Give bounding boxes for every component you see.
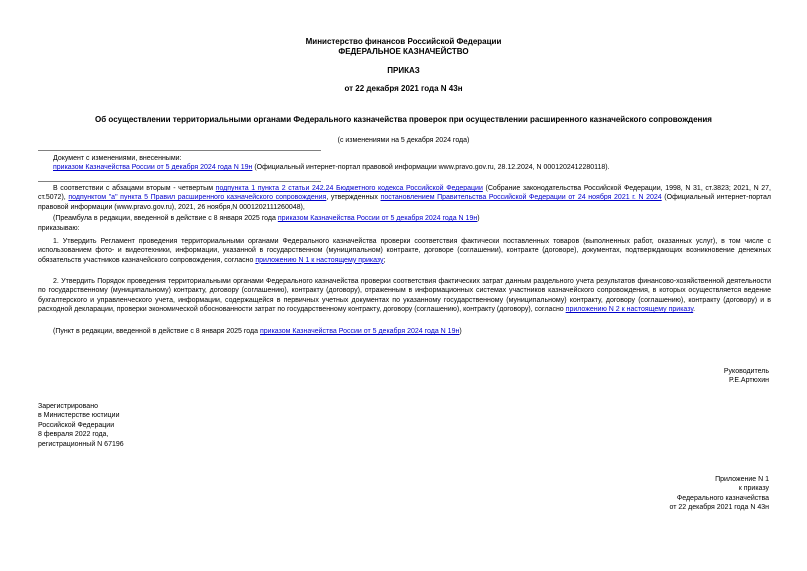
item-1-text: 1. Утвердить Регламент проведения территориальными органами Федерального казначейства проверки соответствия фактически поставленных товаров (выполненных работ, оказанных услуг), в том числе с использованием фото- и видеотехники, информации, указанной в государственном (муниципальном) контракте, договоре (соглашении), контракте (договоре), документах, подтверждающих возникновение денежных обязательств участников казначейского сопровождения, согласно [38, 238, 771, 264]
ministry-name: Министерство финансов Российской Федерации [305, 37, 502, 46]
changes-link[interactable]: приказом Казначейства России от 5 декабря 2024 года N 19н [53, 164, 253, 172]
preamble-text-4: (Официальный интернет-портал правовой информации (www.pravo.gov.ru), 2021, 26 ноября,N 0001202111260048), [38, 194, 771, 211]
registration-line-4: 8 февраля 2022 года, [38, 431, 109, 439]
agency-name: ФЕДЕРАЛЬНОЕ КАЗНАЧЕЙСТВО [338, 47, 469, 56]
appendix-2-link[interactable]: приложению N 2 к настоящему приказу [565, 306, 694, 314]
item-2-note [38, 327, 771, 336]
changes-tail: (Официальный интернет-портал правовой информации www.pravo.gov.ru, 28.12.2024, N 0001202412280118). [252, 164, 610, 172]
signature-role: Руководитель [723, 368, 769, 375]
government-decree-link[interactable]: постановлением Правительства Российской Федерации от 24 ноября 2021 г. N 2024 [380, 194, 662, 202]
preamble-note-link[interactable]: приказом Казначейства России от 5 декабря 2024 года N 19н [277, 215, 478, 222]
item-2-text: 2. Утвердить Порядок проведения территориальными органами Федерального казначейства проверки соответствия фактических затрат данным раздельного учета результатов финансово-хозяйственной деятельности по государственному (муниципальному) контракту, договору (соглашению), контракту (договору), отраженным в информационных системах участников казначейского сопровождения, в которых осуществляется ведение бухгалтерского и управленческого учета, информации, содержащейся в первичных учетных документах по указанному государственному (муниципальному) контракту, договору (соглашению), контракту (договору) и в расходной декларации, проверки экономической обоснованности затрат по государственному контракту, договору (соглашению), контракту (договору), согласно [38, 278, 771, 314]
item-1-end: ; [383, 256, 386, 264]
budget-code-link[interactable]: подпункта 1 пункта 2 статьи 242.24 Бюджетного кодекса Российской Федерации [215, 185, 483, 192]
registration-line-1: Зарегистрировано [38, 403, 98, 410]
registration-block [38, 402, 124, 449]
preamble-note-close: ) [477, 215, 480, 222]
appendix-block [670, 475, 770, 513]
item-1 [38, 237, 771, 265]
preamble-paragraph [38, 184, 771, 212]
document-date: от 22 декабря 2021 года N 43н [344, 84, 463, 93]
registration-line-2: в Министерстве юстиции [38, 412, 120, 420]
appendix-line-2: к приказу [738, 485, 769, 493]
appendix-1-link[interactable]: приложению N 1 к настоящему приказу [255, 256, 384, 264]
preamble-note-text: (Преамбула в редакции, введенной в действие с 8 января 2025 года [53, 215, 278, 222]
preamble-text-1: В соответствии с абзацами вторым - четвертым [53, 185, 216, 192]
signature-name: Р.Е.Артюхин [729, 377, 769, 385]
rules-link[interactable]: подпунктом "а" пункта 5 Правил расширенного казначейского сопровождения [68, 194, 327, 202]
signature-block [724, 367, 769, 386]
appendix-line-1: Приложение N 1 [715, 476, 769, 483]
document-title: Об осуществлении территориальными органами Федерального казначейства проверок при осуществлении расширенного казначейского сопровождения [95, 115, 712, 124]
preamble-note [38, 214, 771, 223]
registration-line-3: Российской Федерации [38, 421, 115, 429]
appendix-line-4: от 22 декабря 2021 года N 43н [669, 504, 769, 512]
divider-bottom [38, 181, 321, 182]
appendix-line-3: Федерального казначейства [676, 494, 769, 502]
order-word: приказываю: [38, 225, 80, 232]
registration-line-5: регистрационный N 67196 [38, 440, 124, 448]
item-2 [38, 277, 771, 315]
item-2-note-text: (Пункт в редакции, введенной в действие с 8 января 2025 года [53, 328, 260, 335]
changes-block [38, 154, 771, 173]
item-2-note-link[interactable]: приказом Казначейства России от 5 декабря 2024 года N 19н [259, 328, 460, 335]
item-2-end: . [693, 306, 696, 314]
amended-note: (с изменениями на 5 декабря 2024 года) [337, 137, 470, 144]
preamble-text-3: , утвержденных [326, 194, 381, 202]
preamble-text-2: (Собрание законодательства Российской Федерации, 1998, N 31, ст.3823; 2021, N 27, ст.5072), [38, 185, 771, 202]
document-type: ПРИКАЗ [387, 66, 420, 75]
changes-label: Документ с изменениями, внесенными: [53, 155, 182, 162]
divider-top [38, 150, 321, 151]
changes-line [38, 163, 771, 172]
item-2-note-close: ) [459, 328, 462, 335]
